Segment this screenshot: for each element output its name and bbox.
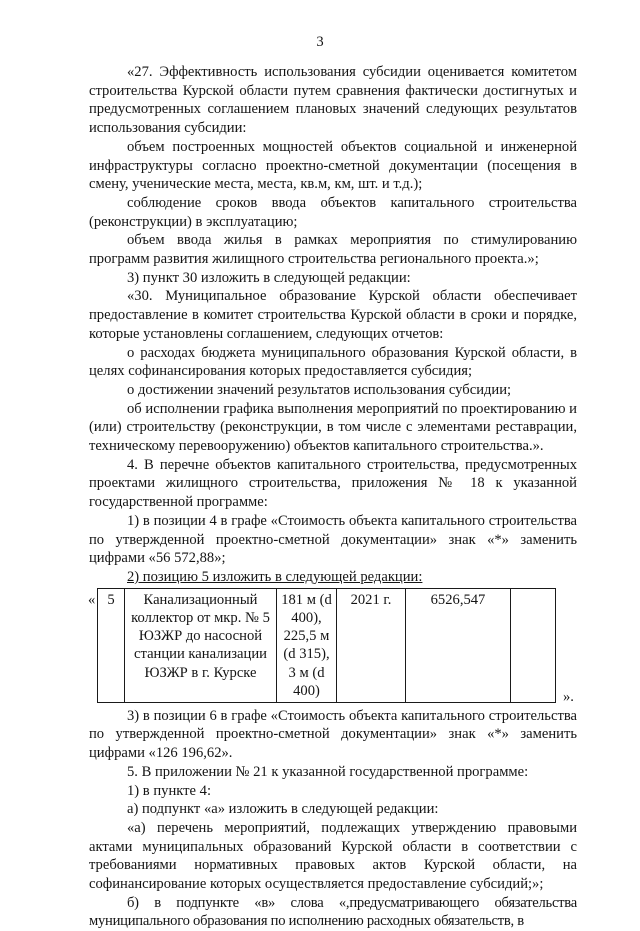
table-open-quote: « (88, 591, 96, 608)
cell-year: 2021 г. (337, 588, 406, 702)
paragraph: 3) в позиции 6 в графе «Стоимость объекта капитального строительства по утвержденной проектно-сметной документации» знак «*» заменить цифрами «126 196,62». (89, 707, 577, 762)
paragraph: «27. Эффективность использования субсидии оценивается комитетом строительства Курской области путем сравнения фактически достигнутых и предусмотренных соглашением плановых значений следующих результатов использования субсидии: (89, 64, 577, 137)
cell-capacity: 181 м (d 400), 225,5 м (d 315), 3 м (d 400) (277, 588, 337, 702)
paragraph: о расходах бюджета муниципального образования Курской области, в целях софинансирования которых предоставляется субсидия; (89, 344, 577, 380)
object-table (97, 588, 556, 703)
table-row (98, 588, 556, 702)
paragraph: «30. Муниципальное образование Курской области обеспечивает предоставление в комитет строительства Курской области в сроки и порядке, которые установлены соглашением, следующих отчетов: (89, 288, 577, 342)
paragraph: 2) позицию 5 изложить в следующей редакции: (127, 568, 423, 585)
cell-cost: 6526,547 (406, 588, 511, 702)
paragraph: 1) в позиции 4 в графе «Стоимость объекта капитального строительства по утвержденной проектно-сметной документации» знак «*» заменить цифрами «56 572,88»; (89, 512, 577, 567)
cell-object-name: Канализационный коллектор от мкр. № 5 ЮЗЖР до насосной станции канализации ЮЗЖР в г. Курске (125, 588, 277, 702)
paragraph: объем построенных мощностей объектов социальной и инженерной инфраструктуры согласно проектно-сметной документации (посещения в смену, ученические места, места, кв.м, км, шт. и т.д.); (89, 138, 577, 193)
paragraph: 4. В перечне объектов капитального строительства, предусмотренных проектами жилищного строительства, приложения № 18 к указанной государственной программе: (89, 456, 577, 511)
paragraph: «а) перечень мероприятий, подлежащих утверждению правовыми актами муниципальных образований Курской области в соответствии с требованиями нормативных правовых актов Курской области, на софинансирование которых осуществляется предоставление субсидий;»; (89, 819, 577, 893)
replacement-table-block (89, 588, 577, 704)
paragraph: об исполнении графика выполнения мероприятий по проектированию и (или) строительству (реконструкции, в том числе с элементами реставрации, техническому перевооружению) объектов капитального строительства.». (89, 400, 577, 455)
paragraph: соблюдение сроков ввода объектов капитального строительства (реконструкции) в эксплуатацию; (89, 194, 577, 230)
paragraph: о достижении значений результатов использования субсидии; (127, 381, 512, 398)
paragraph: 3) пункт 30 изложить в следующей редакции: (127, 269, 411, 286)
table-close-quote: ». (563, 688, 574, 705)
paragraph: 1) в пункте 4: (127, 782, 212, 799)
page-number: 3 (316, 34, 324, 50)
paragraph: б) в подпункте «в» слова «,предусматривающего обязательства муниципального образования по исполнению расходных обязательств, в (89, 894, 577, 930)
paragraph: а) подпункт «а» изложить в следующей редакции: (127, 801, 439, 818)
cell-number: 5 (98, 588, 125, 702)
paragraph: объем ввода жилья в рамках мероприятия по стимулированию программ развития жилищного строительства регионального проекта.»; (89, 232, 577, 268)
cell-empty (511, 588, 556, 702)
paragraph: 5. В приложении № 21 к указанной государственной программе: (127, 763, 529, 780)
document-body (89, 63, 577, 931)
